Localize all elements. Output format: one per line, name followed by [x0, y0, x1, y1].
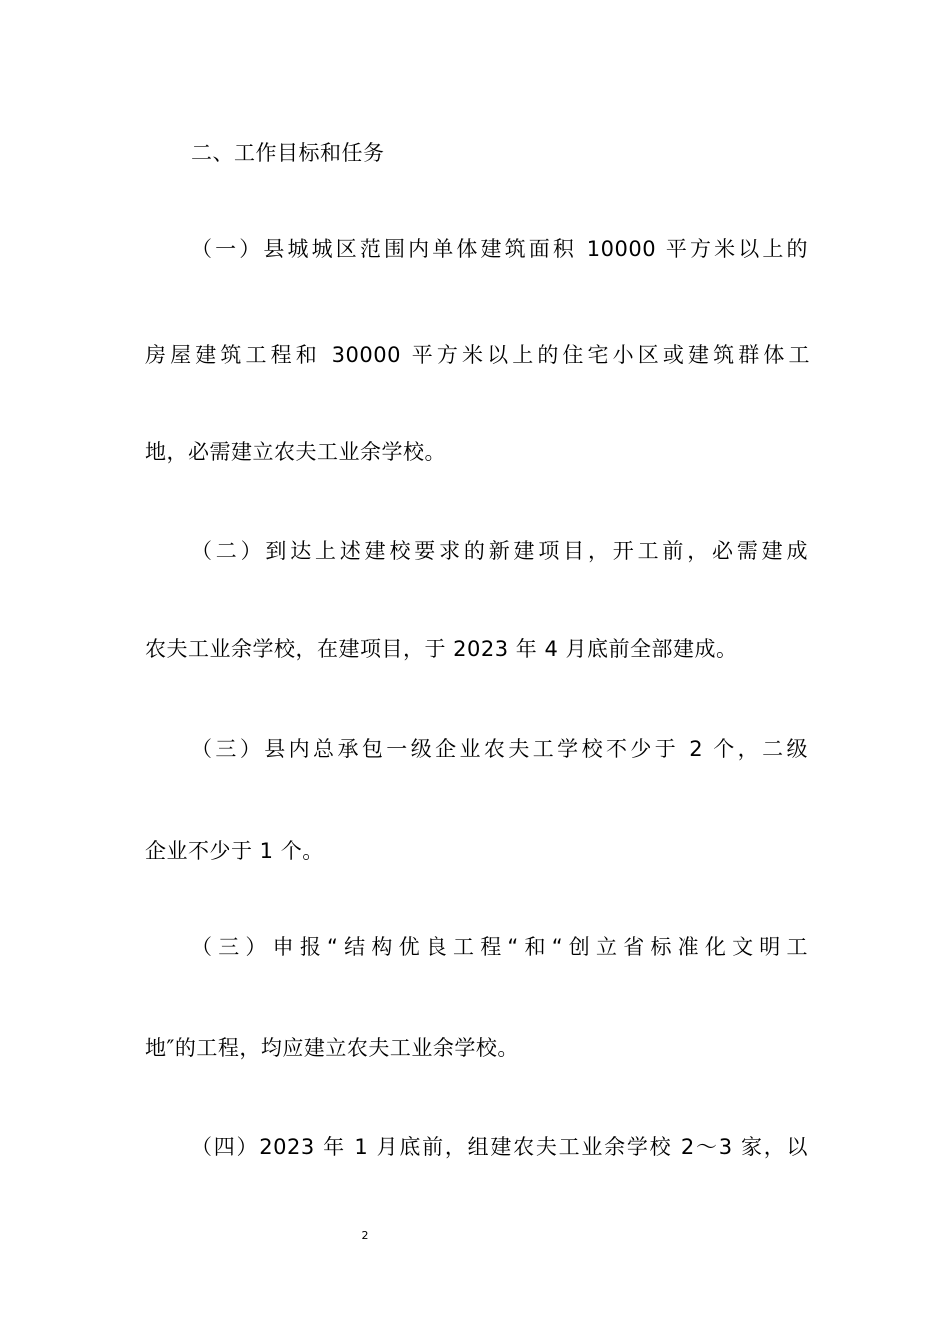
- paragraph-line: （二）到达上述建校要求的新建项目，开工前，必需建成: [191, 539, 808, 563]
- paragraph-line: 农夫工业余学校，在建项目，于 2023 年 4 月底前全部建成。: [145, 637, 738, 661]
- paragraph-line: （三）申报“结构优良工程“和“创立省标准化文明工: [191, 935, 808, 959]
- section-heading: 二、工作目标和任务: [191, 141, 385, 165]
- paragraph-line: （四）2023 年 1 月底前，组建农夫工业余学校 2～3 家，以: [191, 1135, 808, 1159]
- paragraph-line: 房屋建筑工程和 30000 平方米以上的住宅小区或建筑群体工: [145, 343, 810, 367]
- paragraph-line: 企业不少于 1 个。: [145, 839, 324, 863]
- paragraph-line: （三）县内总承包一级企业农夫工学校不少于 2 个，二级: [191, 737, 808, 761]
- page-number: 2: [361, 1229, 369, 1242]
- paragraph-line: （一）县城城区范围内单体建筑面积 10000 平方米以上的: [191, 237, 808, 261]
- paragraph-line: 地，必需建立农夫工业余学校。: [145, 440, 446, 464]
- paragraph-line: 地″的工程，均应建立农夫工业余学校。: [145, 1036, 519, 1060]
